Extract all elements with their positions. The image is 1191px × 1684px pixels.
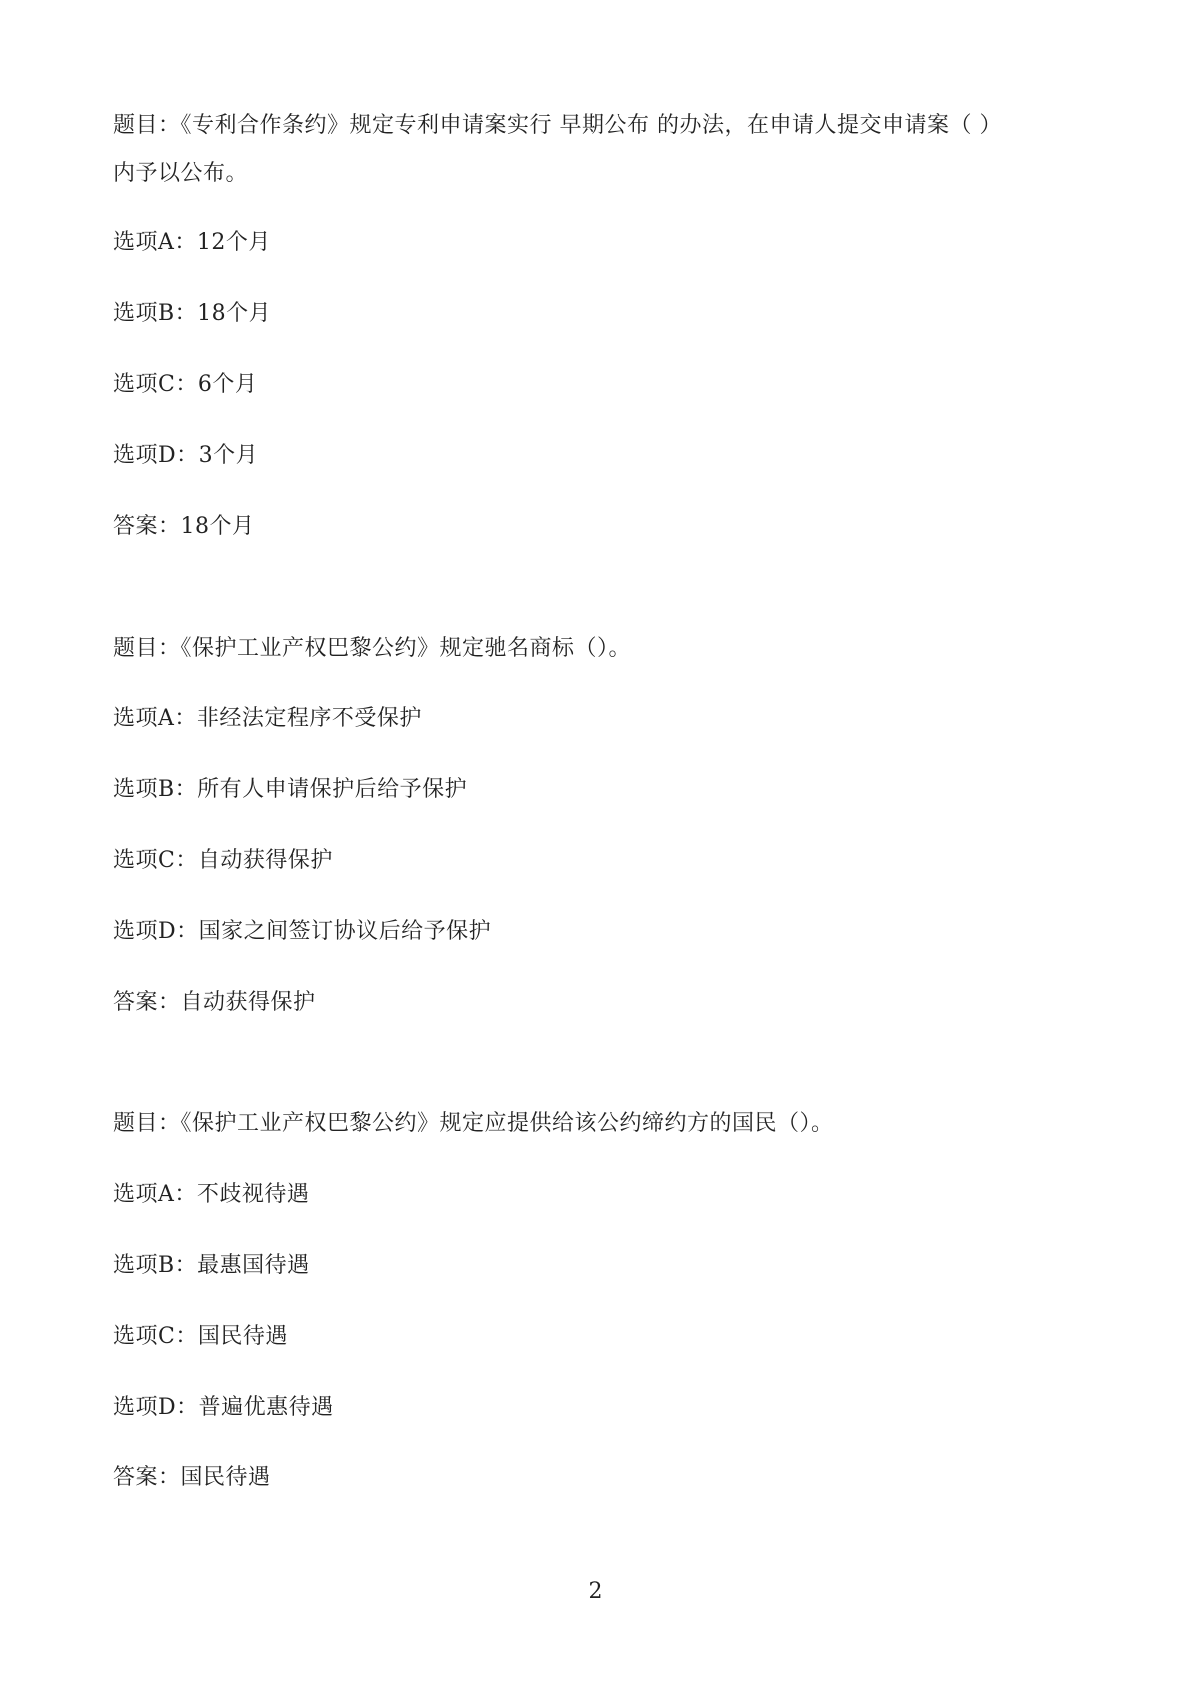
option-c: 选项C：自动获得保护 bbox=[113, 848, 333, 873]
question-stem-line1: 题目：《保护工业产权巴黎公约》规定应提供给该公约缔约方的国民（）。 bbox=[113, 1111, 834, 1136]
option-b: 选项B：所有人申请保护后给予保护 bbox=[113, 777, 468, 802]
option-b: 选项B：18个月 bbox=[113, 301, 272, 326]
option-a: 选项A：不歧视待遇 bbox=[113, 1182, 310, 1207]
option-c: 选项C：国民待遇 bbox=[113, 1324, 288, 1349]
option-a: 选项A：12个月 bbox=[113, 230, 271, 255]
question-stem-line1: 题目：《专利合作条约》规定专利申请案实行 早期公布 的办法，在申请人提交申请案（ ） bbox=[113, 113, 1002, 138]
answer: 答案：18个月 bbox=[113, 514, 255, 539]
option-d: 选项D：普遍优惠待遇 bbox=[113, 1395, 334, 1420]
option-d: 选项D：3个月 bbox=[113, 443, 259, 468]
answer: 答案：国民待遇 bbox=[113, 1465, 271, 1490]
question-stem-line1: 题目：《保护工业产权巴黎公约》规定驰名商标（）。 bbox=[113, 636, 632, 661]
option-c: 选项C：6个月 bbox=[113, 372, 258, 397]
answer: 答案：自动获得保护 bbox=[113, 990, 316, 1015]
page-number: 2 bbox=[588, 1579, 603, 1604]
option-a: 选项A：非经法定程序不受保护 bbox=[113, 706, 422, 731]
option-d: 选项D：国家之间签订协议后给予保护 bbox=[113, 919, 492, 944]
option-b: 选项B：最惠国待遇 bbox=[113, 1253, 310, 1278]
question-stem-line2: 内予以公布。 bbox=[113, 161, 249, 186]
